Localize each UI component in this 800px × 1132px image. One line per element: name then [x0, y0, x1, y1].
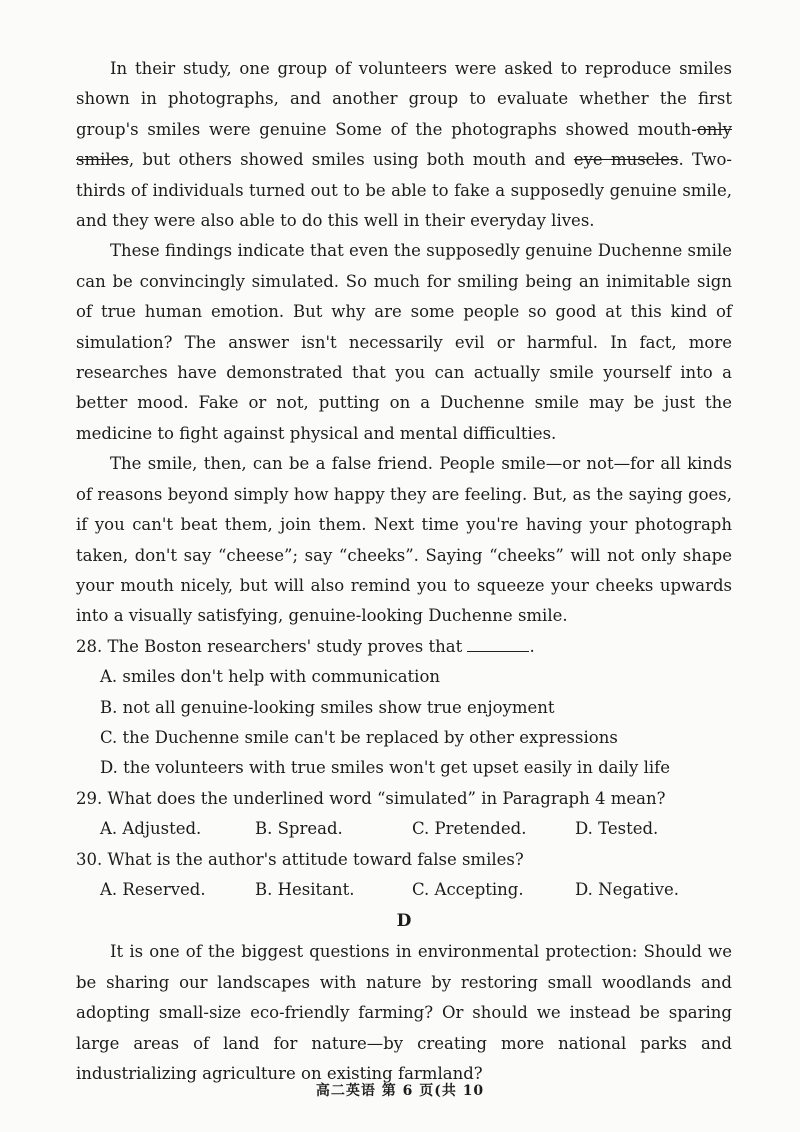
- passage-c-paragraph-3: The smile, then, can be a false friend. People smile—or not—for all kinds of reasons beyond simply how happy they are feeling. But, as the saying goes, if you can't beat them, join them. Next time you're having your photograph taken, don't say “cheese”; say “cheeks”. Saying “cheeks” will not only shape your mouth nicely, but will also remind you to squeeze your cheeks upwards into a visually satisfying, genuine-looking Duchenne smile.: [76, 454, 732, 626]
- question-28-option-d[interactable]: D. the volunteers with true smiles won't get upset easily in daily life: [100, 758, 671, 778]
- question-end: .: [529, 636, 535, 656]
- answer-blank[interactable]: [467, 635, 529, 652]
- question-28-option-c[interactable]: C. the Duchenne smile can't be replaced by other expressions: [100, 727, 618, 747]
- paragraph-text: In their study, one group of volunteers were asked to reproduce smiles shown in photographs, and another group to evaluate whether the first group's smiles were genuine Some of the photographs showed mouth-: [76, 59, 732, 139]
- question-29-stem: 29. What does the underlined word “simulated” in Paragraph 4 mean?: [76, 788, 666, 808]
- struck-text: only smiles: [76, 119, 732, 170]
- question-30-option-b[interactable]: B. Hesitant.: [255, 879, 355, 899]
- question-29-option-a[interactable]: A. Adjusted.: [100, 819, 202, 839]
- question-29-options: [100, 814, 732, 844]
- passage-d-paragraph-1: It is one of the biggest questions in environmental protection: Should we be sharing our landscapes with nature by restoring small woodlands and adopting small-size eco-friendly farming? Or should we instead be sparing large areas of land for nature—by creating more national parks and industrializing agriculture on existing farmland?: [76, 942, 732, 1083]
- paragraph-text: . Two-thirds of individuals turned out to be able to fake a supposedly genuine smile, and they were also able to do this well in their everyday lives.: [76, 150, 732, 231]
- question-29-option-d[interactable]: D. Tested.: [575, 819, 659, 839]
- question-28-stem: [76, 632, 732, 662]
- question-28-option-a[interactable]: A. smiles don't help with communication: [100, 667, 441, 687]
- question-29-option-b[interactable]: B. Spread.: [255, 819, 343, 839]
- question-30-option-a[interactable]: A. Reserved.: [100, 879, 206, 899]
- question-30-stem: 30. What is the author's attitude toward false smiles?: [76, 849, 524, 869]
- question-text: 28. The Boston researchers' study proves that: [76, 636, 463, 656]
- passage-c-paragraph-1: [76, 54, 732, 236]
- passage-c-paragraph-2: These findings indicate that even the supposedly genuine Duchenne smile can be convincingly simulated. So much for smiling being an inimitable sign of true human emotion. But why are some people so good at this kind of simulation? The answer isn't necessarily evil or harmful. In fact, more researches have demonstrated that you can actually smile yourself into a better mood. Fake or not, putting on a Duchenne smile may be just the medicine to fight against physical and mental difficulties.: [76, 241, 732, 443]
- question-30-option-d[interactable]: D. Negative.: [575, 879, 679, 899]
- question-29-option-c[interactable]: C. Pretended.: [412, 819, 527, 839]
- paragraph-text: , but others showed smiles using both mouth and: [128, 150, 574, 170]
- question-28-option-b[interactable]: B. not all genuine-looking smiles show true enjoyment: [100, 697, 555, 717]
- question-30-options: [100, 875, 732, 905]
- passage-d-label: D: [396, 911, 412, 932]
- struck-text: eye muscles: [573, 150, 679, 170]
- question-30-option-c[interactable]: C. Accepting.: [412, 879, 524, 899]
- page-footer: 高二英语 第 6 页(共 10: [315, 1083, 485, 1099]
